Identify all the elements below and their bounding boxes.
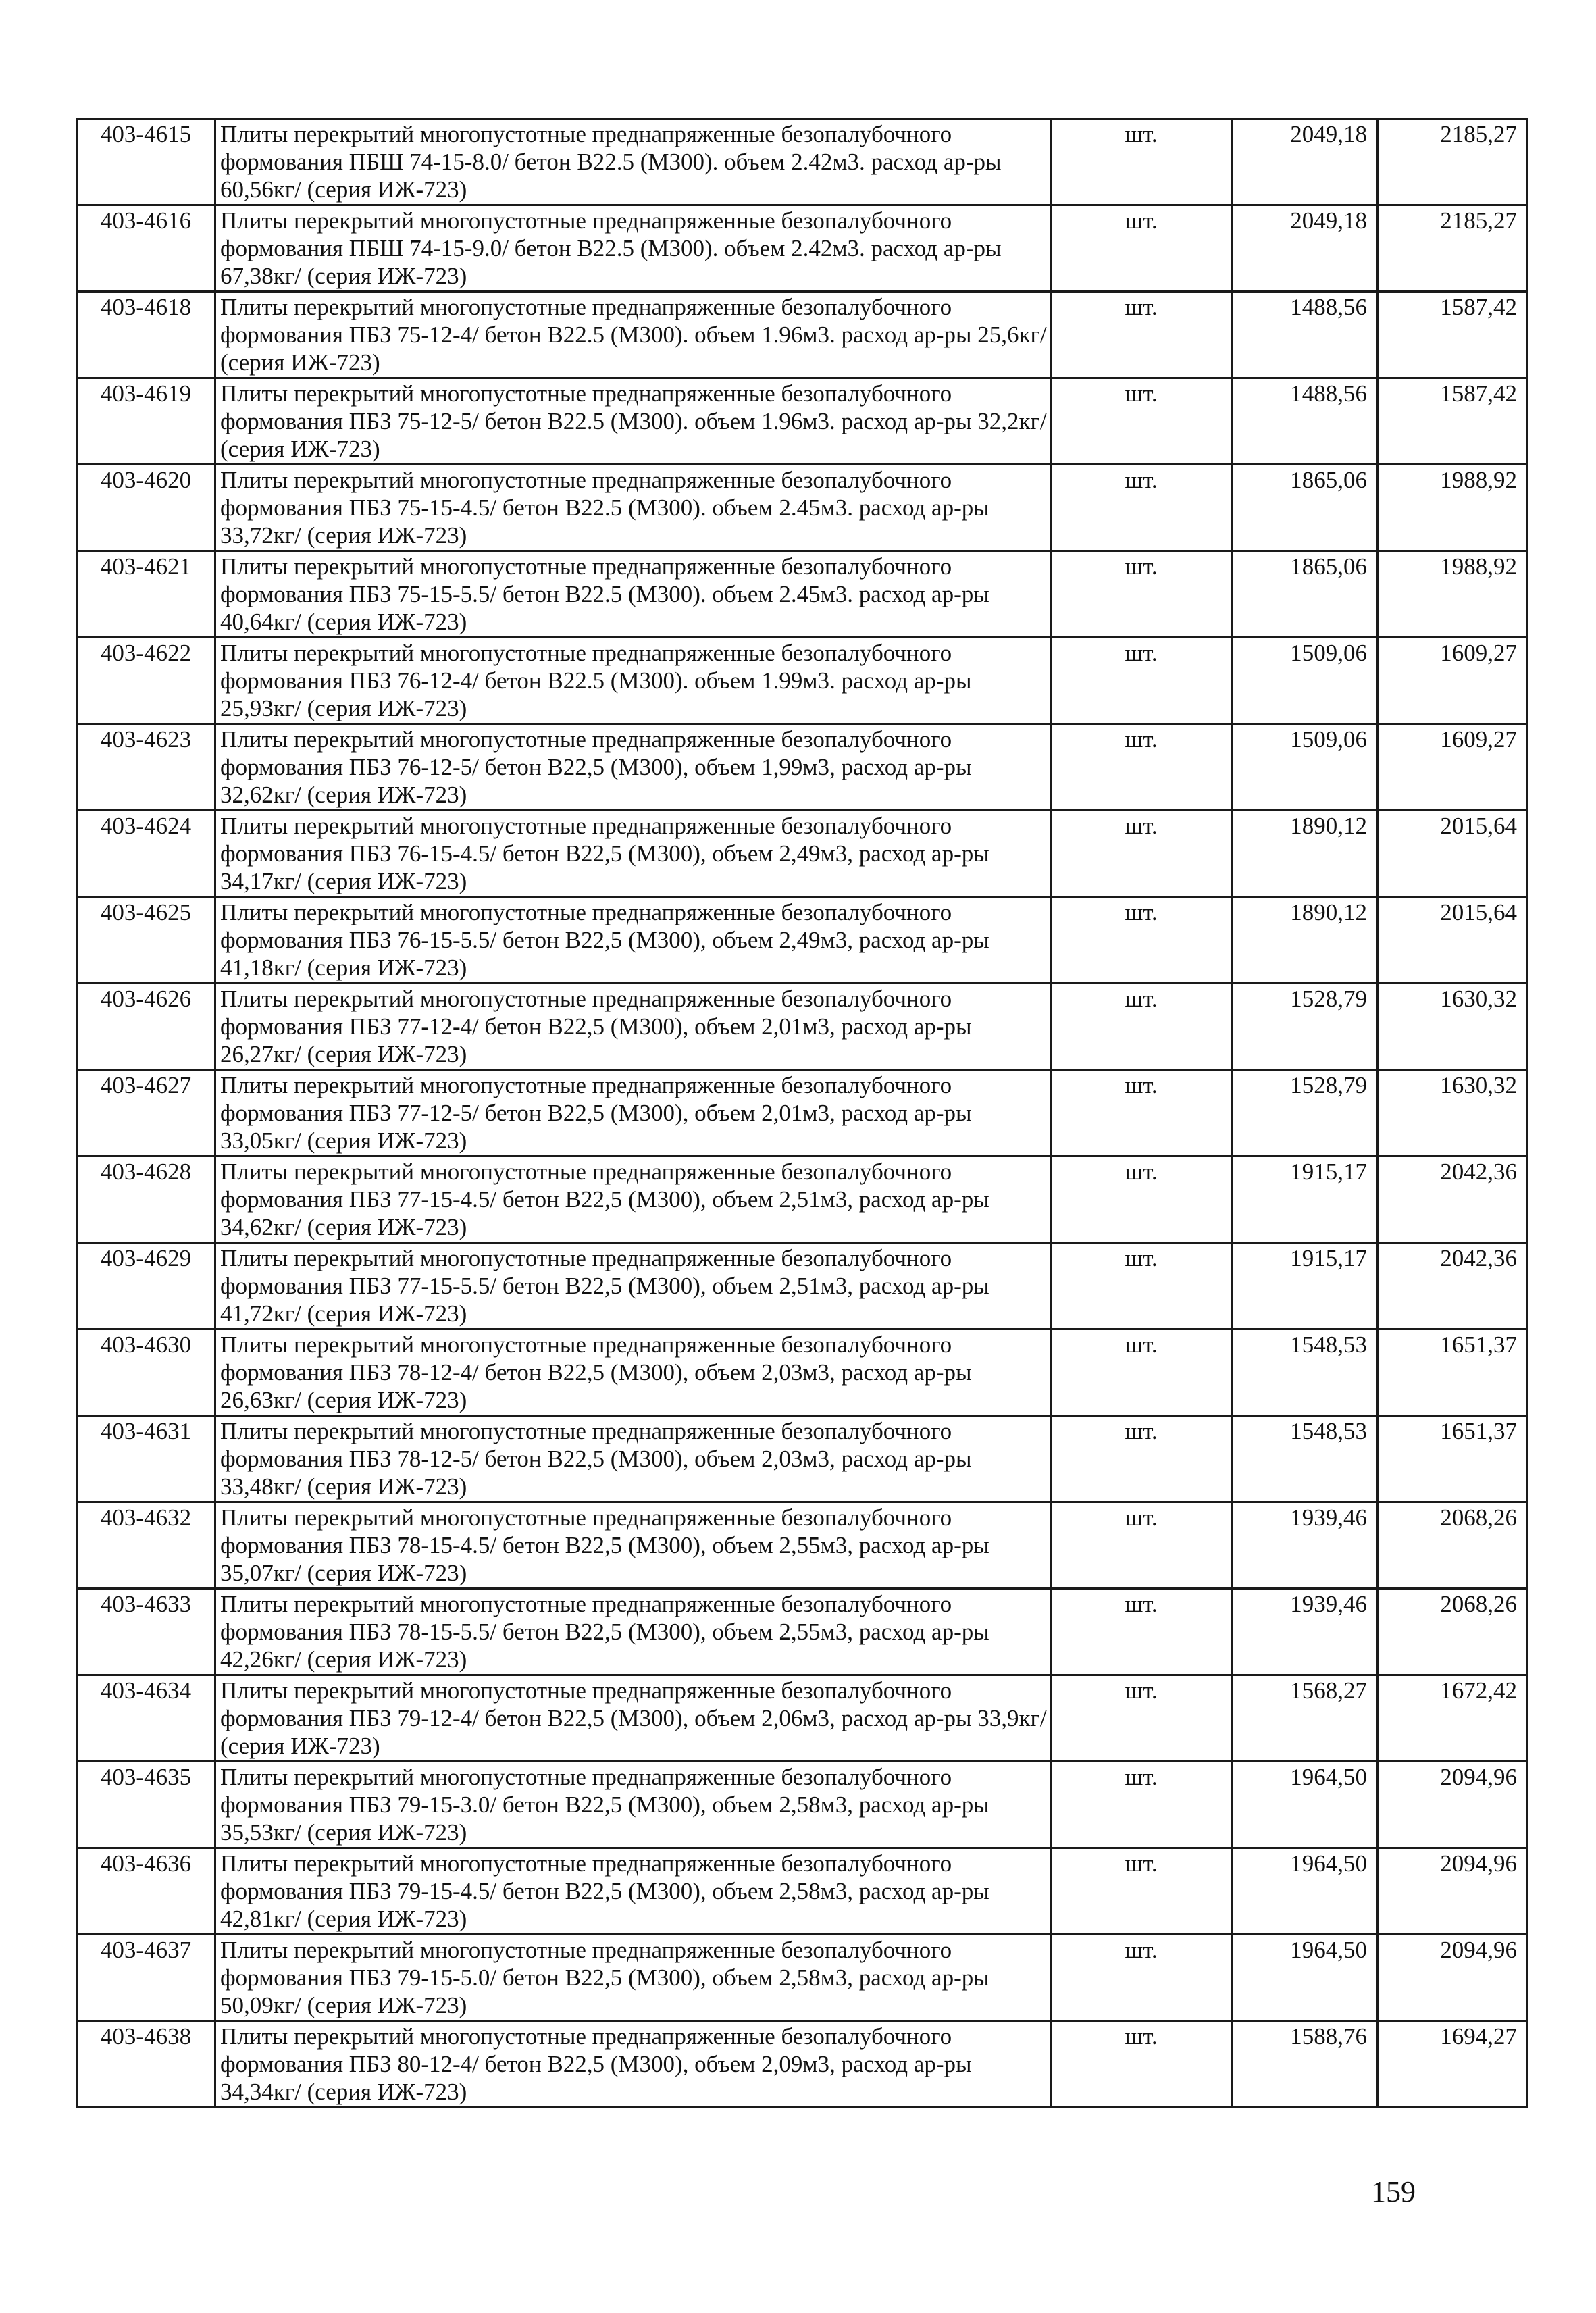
cell-price-1: 1865,06 (1232, 465, 1378, 551)
cell-description: Плиты перекрытий многопустотные преднапряженные безопалубочного формования ПБЗ 79-15-4.5/ бетон В22,5 (М300), объем 2,58м3, расход ар-ры 42,81кг/ (серия ИЖ-723) (215, 1848, 1051, 1935)
cell-price-2: 2068,26 (1378, 1502, 1528, 1589)
cell-unit: шт. (1051, 465, 1232, 551)
cell-price-1: 1915,17 (1232, 1156, 1378, 1243)
cell-code: 403-4616 (77, 205, 215, 292)
cell-description: Плиты перекрытий многопустотные преднапряженные безопалубочного формования ПБЗ 75-12-4/ бетон В22.5 (М300). объем 1.96м3. расход ар-ры 25,6кг/ (серия ИЖ-723) (215, 292, 1051, 378)
cell-unit: шт. (1051, 378, 1232, 465)
cell-description: Плиты перекрытий многопустотные преднапряженные безопалубочного формования ПБЗ 77-12-5/ бетон В22,5 (М300), объем 2,01м3, расход ар-ры 33,05кг/ (серия ИЖ-723) (215, 1070, 1051, 1156)
page-number: 159 (1371, 2175, 1416, 2208)
cell-code: 403-4623 (77, 724, 215, 811)
cell-price-2: 1609,27 (1378, 724, 1528, 811)
cell-description: Плиты перекрытий многопустотные преднапряженные безопалубочного формования ПБЗ 76-12-4/ бетон В22.5 (М300). объем 1.99м3. расход ар-ры 25,93кг/ (серия ИЖ-723) (215, 638, 1051, 724)
cell-description: Плиты перекрытий многопустотные преднапряженные безопалубочного формования ПБЗ 77-15-4.5/ бетон В22,5 (М300), объем 2,51м3, расход ар-ры 34,62кг/ (серия ИЖ-723) (215, 1156, 1051, 1243)
cell-price-2: 2094,96 (1378, 1762, 1528, 1848)
cell-code: 403-4637 (77, 1935, 215, 2021)
cell-price-1: 1509,06 (1232, 724, 1378, 811)
table-row (77, 811, 1528, 897)
cell-price-1: 1568,27 (1232, 1675, 1378, 1762)
table-row (77, 638, 1528, 724)
cell-description: Плиты перекрытий многопустотные преднапряженные безопалубочного формования ПБЗ 76-12-5/ бетон В22,5 (М300), объем 1,99м3, расход ар-ры 32,62кг/ (серия ИЖ-723) (215, 724, 1051, 811)
cell-price-2: 2015,64 (1378, 897, 1528, 984)
table-row (77, 984, 1528, 1070)
table-row (77, 1502, 1528, 1589)
cell-description: Плиты перекрытий многопустотные преднапряженные безопалубочного формования ПБЗ 79-15-3.0/ бетон В22,5 (М300), объем 2,58м3, расход ар-ры 35,53кг/ (серия ИЖ-723) (215, 1762, 1051, 1848)
cell-price-1: 1939,46 (1232, 1502, 1378, 1589)
cell-description: Плиты перекрытий многопустотные преднапряженные безопалубочного формования ПБШ 74-15-9.0/ бетон В22.5 (М300). объем 2.42м3. расход ар-ры 67,38кг/ (серия ИЖ-723) (215, 205, 1051, 292)
table-row (77, 551, 1528, 638)
cell-unit: шт. (1051, 811, 1232, 897)
cell-unit: шт. (1051, 1762, 1232, 1848)
cell-description: Плиты перекрытий многопустотные преднапряженные безопалубочного формования ПБЗ 79-15-5.0/ бетон В22,5 (М300), объем 2,58м3, расход ар-ры 50,09кг/ (серия ИЖ-723) (215, 1935, 1051, 2021)
cell-unit: шт. (1051, 984, 1232, 1070)
cell-description: Плиты перекрытий многопустотные преднапряженные безопалубочного формования ПБЗ 76-15-5.5/ бетон В22,5 (М300), объем 2,49м3, расход ар-ры 41,18кг/ (серия ИЖ-723) (215, 897, 1051, 984)
cell-price-2: 2068,26 (1378, 1589, 1528, 1675)
cell-description: Плиты перекрытий многопустотные преднапряженные безопалубочного формования ПБШ 74-15-8.0/ бетон В22.5 (М300). объем 2.42м3. расход ар-ры 60,56кг/ (серия ИЖ-723) (215, 119, 1051, 205)
table-row (77, 205, 1528, 292)
cell-price-2: 1630,32 (1378, 984, 1528, 1070)
cell-code: 403-4634 (77, 1675, 215, 1762)
cell-description: Плиты перекрытий многопустотные преднапряженные безопалубочного формования ПБЗ 78-12-5/ бетон В22,5 (М300), объем 2,03м3, расход ар-ры 33,48кг/ (серия ИЖ-723) (215, 1416, 1051, 1502)
table-row (77, 2021, 1528, 2108)
cell-price-1: 2049,18 (1232, 205, 1378, 292)
cell-unit: шт. (1051, 1243, 1232, 1329)
table-row (77, 1416, 1528, 1502)
cell-price-2: 2094,96 (1378, 1848, 1528, 1935)
table-row (77, 1329, 1528, 1416)
cell-code: 403-4625 (77, 897, 215, 984)
cell-description: Плиты перекрытий многопустотные преднапряженные безопалубочного формования ПБЗ 75-15-5.5/ бетон В22.5 (М300). объем 2.45м3. расход ар-ры 40,64кг/ (серия ИЖ-723) (215, 551, 1051, 638)
cell-price-1: 1865,06 (1232, 551, 1378, 638)
table-row (77, 897, 1528, 984)
cell-description: Плиты перекрытий многопустотные преднапряженные безопалубочного формования ПБЗ 78-15-4.5/ бетон В22,5 (М300), объем 2,55м3, расход ар-ры 35,07кг/ (серия ИЖ-723) (215, 1502, 1051, 1589)
cell-price-1: 1964,50 (1232, 1848, 1378, 1935)
cell-code: 403-4628 (77, 1156, 215, 1243)
cell-code: 403-4621 (77, 551, 215, 638)
cell-description: Плиты перекрытий многопустотные преднапряженные безопалубочного формования ПБЗ 78-15-5.5/ бетон В22,5 (М300), объем 2,55м3, расход ар-ры 42,26кг/ (серия ИЖ-723) (215, 1589, 1051, 1675)
table-row (77, 1675, 1528, 1762)
cell-unit: шт. (1051, 638, 1232, 724)
table-row (77, 1935, 1528, 2021)
table-row (77, 1762, 1528, 1848)
cell-code: 403-4632 (77, 1502, 215, 1589)
table-row (77, 378, 1528, 465)
cell-unit: шт. (1051, 205, 1232, 292)
cell-price-2: 2094,96 (1378, 1935, 1528, 2021)
table-row (77, 119, 1528, 205)
cell-description: Плиты перекрытий многопустотные преднапряженные безопалубочного формования ПБЗ 79-12-4/ бетон В22,5 (М300), объем 2,06м3, расход ар-ры 33,9кг/ (серия ИЖ-723) (215, 1675, 1051, 1762)
cell-price-2: 1587,42 (1378, 292, 1528, 378)
cell-unit: шт. (1051, 1329, 1232, 1416)
cell-price-1: 1488,56 (1232, 292, 1378, 378)
cell-unit: шт. (1051, 1502, 1232, 1589)
table-row (77, 1589, 1528, 1675)
table-row (77, 1070, 1528, 1156)
cell-code: 403-4619 (77, 378, 215, 465)
cell-unit: шт. (1051, 551, 1232, 638)
cell-unit: шт. (1051, 119, 1232, 205)
cell-code: 403-4626 (77, 984, 215, 1070)
cell-code: 403-4633 (77, 1589, 215, 1675)
cell-description: Плиты перекрытий многопустотные преднапряженные безопалубочного формования ПБЗ 77-15-5.5/ бетон В22,5 (М300), объем 2,51м3, расход ар-ры 41,72кг/ (серия ИЖ-723) (215, 1243, 1051, 1329)
cell-description: Плиты перекрытий многопустотные преднапряженные безопалубочного формования ПБЗ 80-12-4/ бетон В22,5 (М300), объем 2,09м3, расход ар-ры 34,34кг/ (серия ИЖ-723) (215, 2021, 1051, 2108)
cell-price-2: 1694,27 (1378, 2021, 1528, 2108)
cell-unit: шт. (1051, 1935, 1232, 2021)
cell-price-1: 1548,53 (1232, 1329, 1378, 1416)
cell-code: 403-4635 (77, 1762, 215, 1848)
cell-description: Плиты перекрытий многопустотные преднапряженные безопалубочного формования ПБЗ 75-15-4.5/ бетон В22.5 (М300). объем 2.45м3. расход ар-ры 33,72кг/ (серия ИЖ-723) (215, 465, 1051, 551)
table-body (77, 119, 1528, 2108)
cell-price-2: 2185,27 (1378, 205, 1528, 292)
cell-description: Плиты перекрытий многопустотные преднапряженные безопалубочного формования ПБЗ 78-12-4/ бетон В22,5 (М300), объем 2,03м3, расход ар-ры 26,63кг/ (серия ИЖ-723) (215, 1329, 1051, 1416)
cell-price-2: 1609,27 (1378, 638, 1528, 724)
cell-unit: шт. (1051, 1416, 1232, 1502)
cell-code: 403-4630 (77, 1329, 215, 1416)
cell-price-2: 2185,27 (1378, 119, 1528, 205)
cell-code: 403-4636 (77, 1848, 215, 1935)
cell-unit: шт. (1051, 1589, 1232, 1675)
table-row (77, 724, 1528, 811)
cell-description: Плиты перекрытий многопустотные преднапряженные безопалубочного формования ПБЗ 77-12-4/ бетон В22,5 (М300), объем 2,01м3, расход ар-ры 26,27кг/ (серия ИЖ-723) (215, 984, 1051, 1070)
cell-price-2: 1988,92 (1378, 465, 1528, 551)
cell-unit: шт. (1051, 1156, 1232, 1243)
cell-unit: шт. (1051, 1848, 1232, 1935)
cell-price-1: 1964,50 (1232, 1762, 1378, 1848)
cell-price-1: 1488,56 (1232, 378, 1378, 465)
cell-unit: шт. (1051, 292, 1232, 378)
price-table (76, 118, 1528, 2108)
cell-price-1: 1964,50 (1232, 1935, 1378, 2021)
table-row (77, 1848, 1528, 1935)
table-row (77, 1243, 1528, 1329)
cell-price-2: 1630,32 (1378, 1070, 1528, 1156)
cell-code: 403-4629 (77, 1243, 215, 1329)
cell-code: 403-4627 (77, 1070, 215, 1156)
cell-code: 403-4622 (77, 638, 215, 724)
cell-price-2: 1672,42 (1378, 1675, 1528, 1762)
cell-unit: шт. (1051, 2021, 1232, 2108)
cell-code: 403-4638 (77, 2021, 215, 2108)
cell-code: 403-4624 (77, 811, 215, 897)
cell-price-1: 1939,46 (1232, 1589, 1378, 1675)
cell-unit: шт. (1051, 1070, 1232, 1156)
cell-price-1: 1890,12 (1232, 811, 1378, 897)
cell-price-1: 1915,17 (1232, 1243, 1378, 1329)
cell-code: 403-4618 (77, 292, 215, 378)
cell-unit: шт. (1051, 897, 1232, 984)
cell-price-1: 1528,79 (1232, 1070, 1378, 1156)
cell-price-1: 2049,18 (1232, 119, 1378, 205)
cell-code: 403-4631 (77, 1416, 215, 1502)
cell-unit: шт. (1051, 1675, 1232, 1762)
cell-price-2: 1651,37 (1378, 1416, 1528, 1502)
cell-price-2: 2042,36 (1378, 1156, 1528, 1243)
cell-description: Плиты перекрытий многопустотные преднапряженные безопалубочного формования ПБЗ 75-12-5/ бетон В22.5 (М300). объем 1.96м3. расход ар-ры 32,2кг/ (серия ИЖ-723) (215, 378, 1051, 465)
cell-description: Плиты перекрытий многопустотные преднапряженные безопалубочного формования ПБЗ 76-15-4.5/ бетон В22,5 (М300), объем 2,49м3, расход ар-ры 34,17кг/ (серия ИЖ-723) (215, 811, 1051, 897)
cell-price-1: 1588,76 (1232, 2021, 1378, 2108)
cell-price-1: 1528,79 (1232, 984, 1378, 1070)
cell-price-1: 1548,53 (1232, 1416, 1378, 1502)
cell-price-2: 2042,36 (1378, 1243, 1528, 1329)
cell-code: 403-4615 (77, 119, 215, 205)
cell-code: 403-4620 (77, 465, 215, 551)
cell-price-2: 1651,37 (1378, 1329, 1528, 1416)
table-row (77, 465, 1528, 551)
cell-unit: шт. (1051, 724, 1232, 811)
cell-price-2: 2015,64 (1378, 811, 1528, 897)
table-row (77, 1156, 1528, 1243)
table-row (77, 292, 1528, 378)
cell-price-1: 1890,12 (1232, 897, 1378, 984)
cell-price-2: 1988,92 (1378, 551, 1528, 638)
cell-price-1: 1509,06 (1232, 638, 1378, 724)
cell-price-2: 1587,42 (1378, 378, 1528, 465)
